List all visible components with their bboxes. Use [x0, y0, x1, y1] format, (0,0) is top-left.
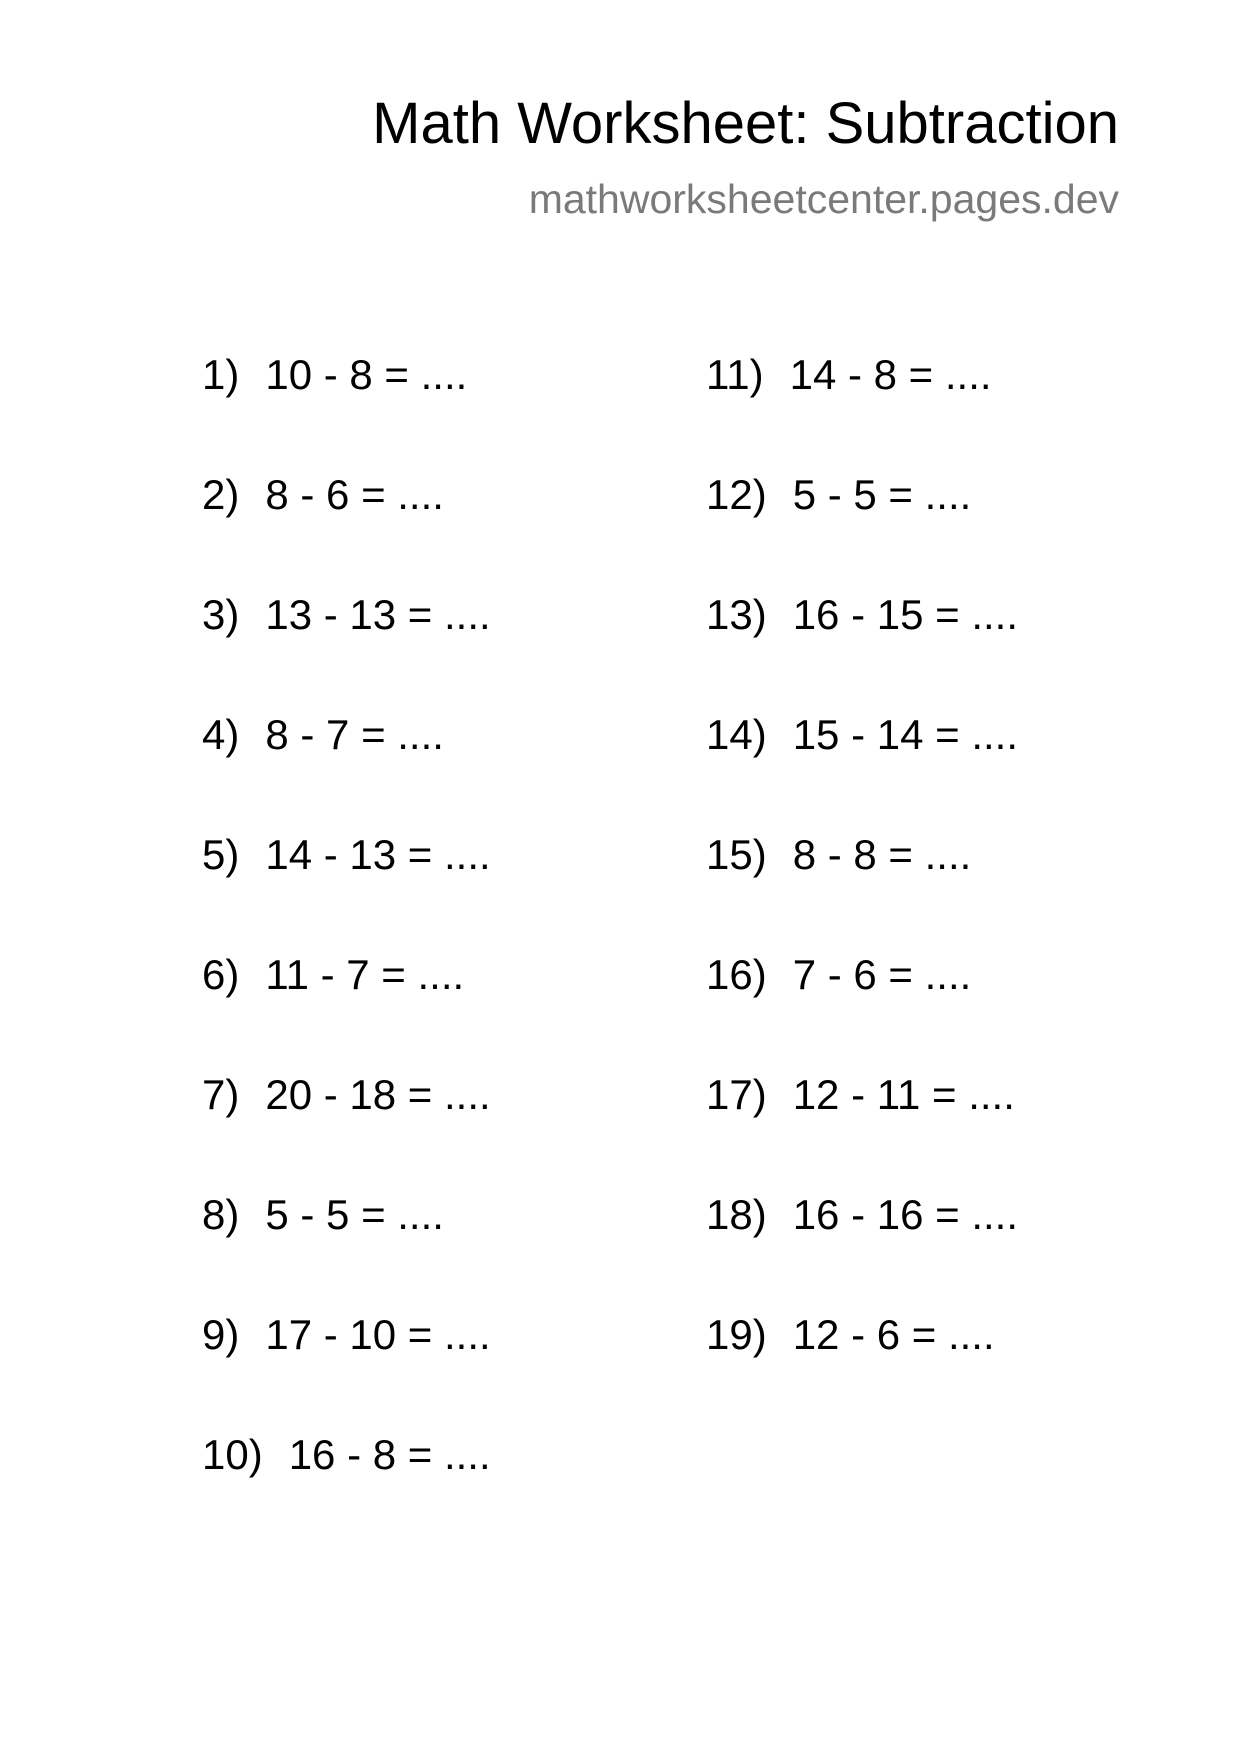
problem-14 [706, 710, 1018, 830]
worksheet-header [372, 92, 1119, 222]
problem-number: 9) [202, 1311, 240, 1358]
problem-number: 16) [706, 951, 767, 998]
problem-5 [202, 830, 491, 950]
problems-column-right [706, 350, 1018, 1430]
problem-11 [706, 350, 1018, 470]
problem-number: 2) [202, 471, 240, 518]
problem-17 [706, 1070, 1018, 1190]
problem-19 [706, 1310, 1018, 1430]
problem-number: 6) [202, 951, 240, 998]
problem-expression: 16 - 8 = .... [288, 1431, 491, 1478]
problem-number: 12) [706, 471, 767, 518]
problem-number: 14) [706, 711, 767, 758]
problem-number: 19) [706, 1311, 767, 1358]
website-url: mathworksheetcenter.pages.dev [528, 176, 1119, 222]
problem-15 [706, 830, 1018, 950]
problem-expression: 11 - 7 = .... [265, 951, 465, 998]
problem-expression: 15 - 14 = .... [792, 711, 1019, 758]
problem-4 [202, 710, 491, 830]
problem-number: 4) [202, 711, 240, 758]
problem-number: 13) [706, 591, 767, 638]
problem-number: 1) [202, 351, 240, 398]
problem-expression: 8 - 7 = .... [265, 711, 444, 758]
problem-expression: 14 - 8 = .... [789, 351, 992, 398]
worksheet-title: Math Worksheet: Subtraction [372, 91, 1119, 156]
problem-expression: 14 - 13 = .... [265, 831, 491, 878]
problem-10 [202, 1430, 491, 1550]
problem-number: 3) [202, 591, 240, 638]
problem-expression: 7 - 6 = .... [792, 951, 972, 998]
problem-number: 7) [202, 1071, 240, 1118]
problem-expression: 5 - 5 = .... [792, 471, 972, 518]
problem-1 [202, 350, 491, 470]
problem-expression: 13 - 13 = .... [265, 591, 491, 638]
problem-number: 18) [706, 1191, 767, 1238]
problem-16 [706, 950, 1018, 1070]
problem-expression: 8 - 6 = .... [265, 471, 444, 518]
problem-6 [202, 950, 491, 1070]
problem-expression: 5 - 5 = .... [265, 1191, 444, 1238]
problem-expression: 16 - 16 = .... [792, 1191, 1019, 1238]
problem-expression: 12 - 11 = .... [792, 1071, 1015, 1118]
problem-8 [202, 1190, 491, 1310]
problem-expression: 10 - 8 = .... [265, 351, 468, 398]
problem-expression: 8 - 8 = .... [792, 831, 972, 878]
problem-13 [706, 590, 1018, 710]
problems-column-left [202, 350, 491, 1550]
problem-3 [202, 590, 491, 710]
problem-number: 10) [202, 1431, 263, 1478]
problem-9 [202, 1310, 491, 1430]
problem-expression: 17 - 10 = .... [265, 1311, 491, 1358]
problem-number: 15) [706, 831, 767, 878]
problem-number: 17) [706, 1071, 767, 1118]
problem-expression: 20 - 18 = .... [265, 1071, 491, 1118]
problem-18 [706, 1190, 1018, 1310]
problem-expression: 12 - 6 = .... [792, 1311, 995, 1358]
problem-12 [706, 470, 1018, 590]
problem-2 [202, 470, 491, 590]
problem-expression: 16 - 15 = .... [792, 591, 1019, 638]
problem-number: 11) [706, 351, 764, 398]
problem-number: 5) [202, 831, 240, 878]
problem-7 [202, 1070, 491, 1190]
problem-number: 8) [202, 1191, 240, 1238]
